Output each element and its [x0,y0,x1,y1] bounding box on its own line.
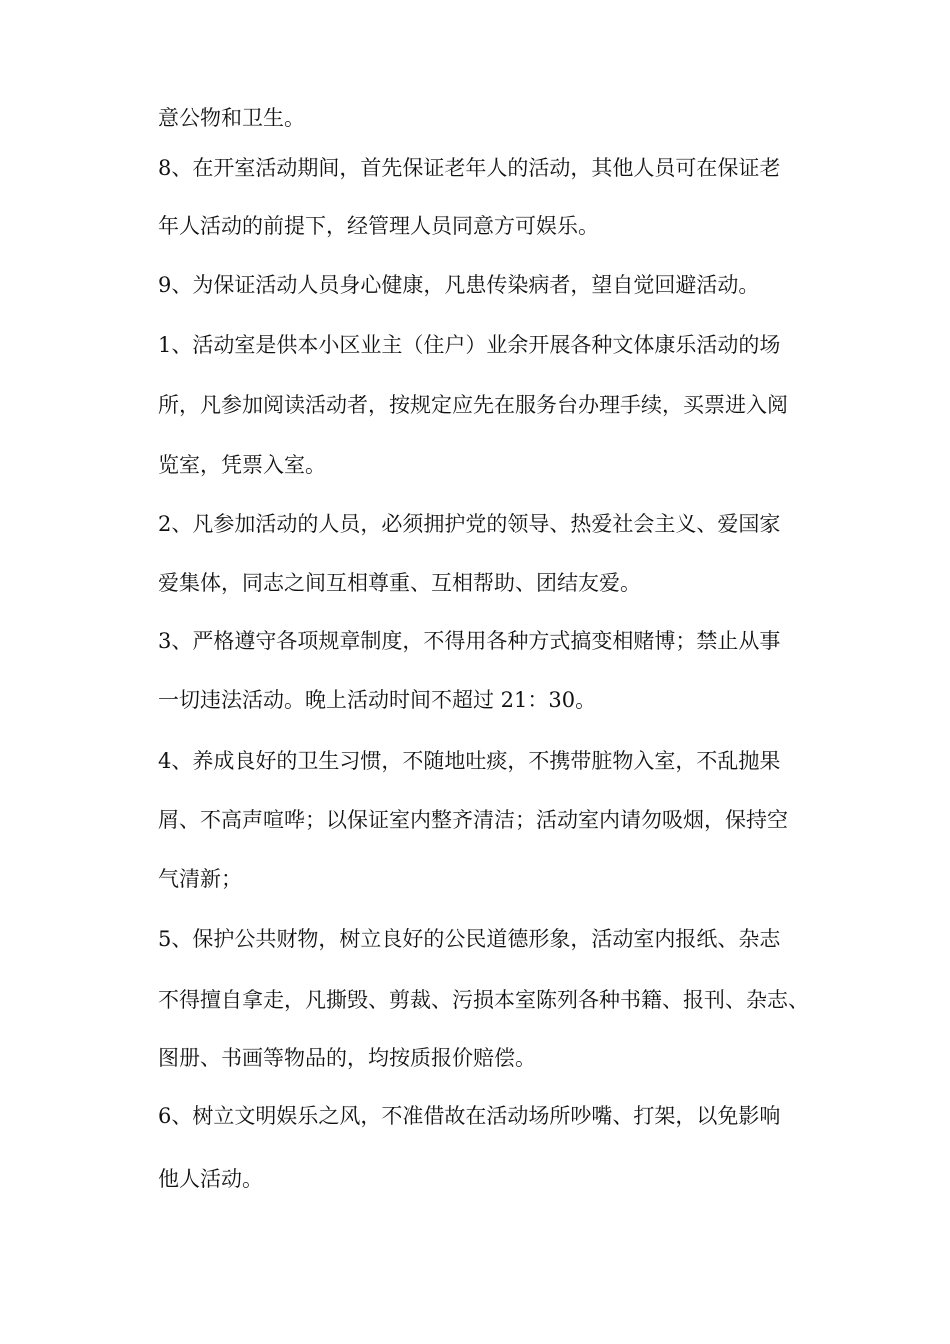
text-line: 他人活动。 [158,1167,263,1191]
text-line: 年人活动的前提下，经管理人员同意方可娱乐。 [158,214,599,238]
text-line: 3、严格遵守各项规章制度，不得用各种方式搞变相赌博；禁止从事 [158,629,781,653]
text-line: 意公物和卫生。 [158,106,305,130]
text-line: 6、树立文明娱乐之风，不准借故在活动场所吵嘴、打架，以免影响 [158,1104,781,1128]
text-line: 9、为保证活动人员身心健康，凡患传染病者，望自觉回避活动。 [158,273,760,297]
text-line: 8、在开室活动期间，首先保证老年人的活动，其他人员可在保证老 [158,156,781,180]
text-line: 所，凡参加阅读活动者，按规定应先在服务台办理手续，买票进入阅 [158,393,788,417]
text-line: 屑、不高声喧哗；以保证室内整齐清洁；活动室内请勿吸烟，保持空 [158,808,788,832]
text-line: 4、养成良好的卫生习惯，不随地吐痰，不携带脏物入室，不乱抛果 [158,749,781,773]
text-line: 5、保护公共财物，树立良好的公民道德形象，活动室内报纸、杂志 [158,927,781,951]
text-line: 一切违法活动。晚上活动时间不超过 21：30。 [158,688,597,712]
text-line: 气清新； [158,867,242,891]
text-line: 览室，凭票入室。 [158,453,326,477]
text-line: 图册、书画等物品的，均按质报价赔偿。 [158,1046,536,1070]
text-line: 2、凡参加活动的人员，必须拥护党的领导、热爱社会主义、爱国家 [158,512,781,536]
text-line: 不得擅自拿走，凡撕毁、剪裁、污损本室陈列各种书籍、报刊、杂志、 [158,988,809,1012]
text-line: 爱集体，同志之间互相尊重、互相帮助、团结友爱。 [158,571,641,595]
text-line: 1、活动室是供本小区业主（住户）业余开展各种文体康乐活动的场 [158,333,781,357]
